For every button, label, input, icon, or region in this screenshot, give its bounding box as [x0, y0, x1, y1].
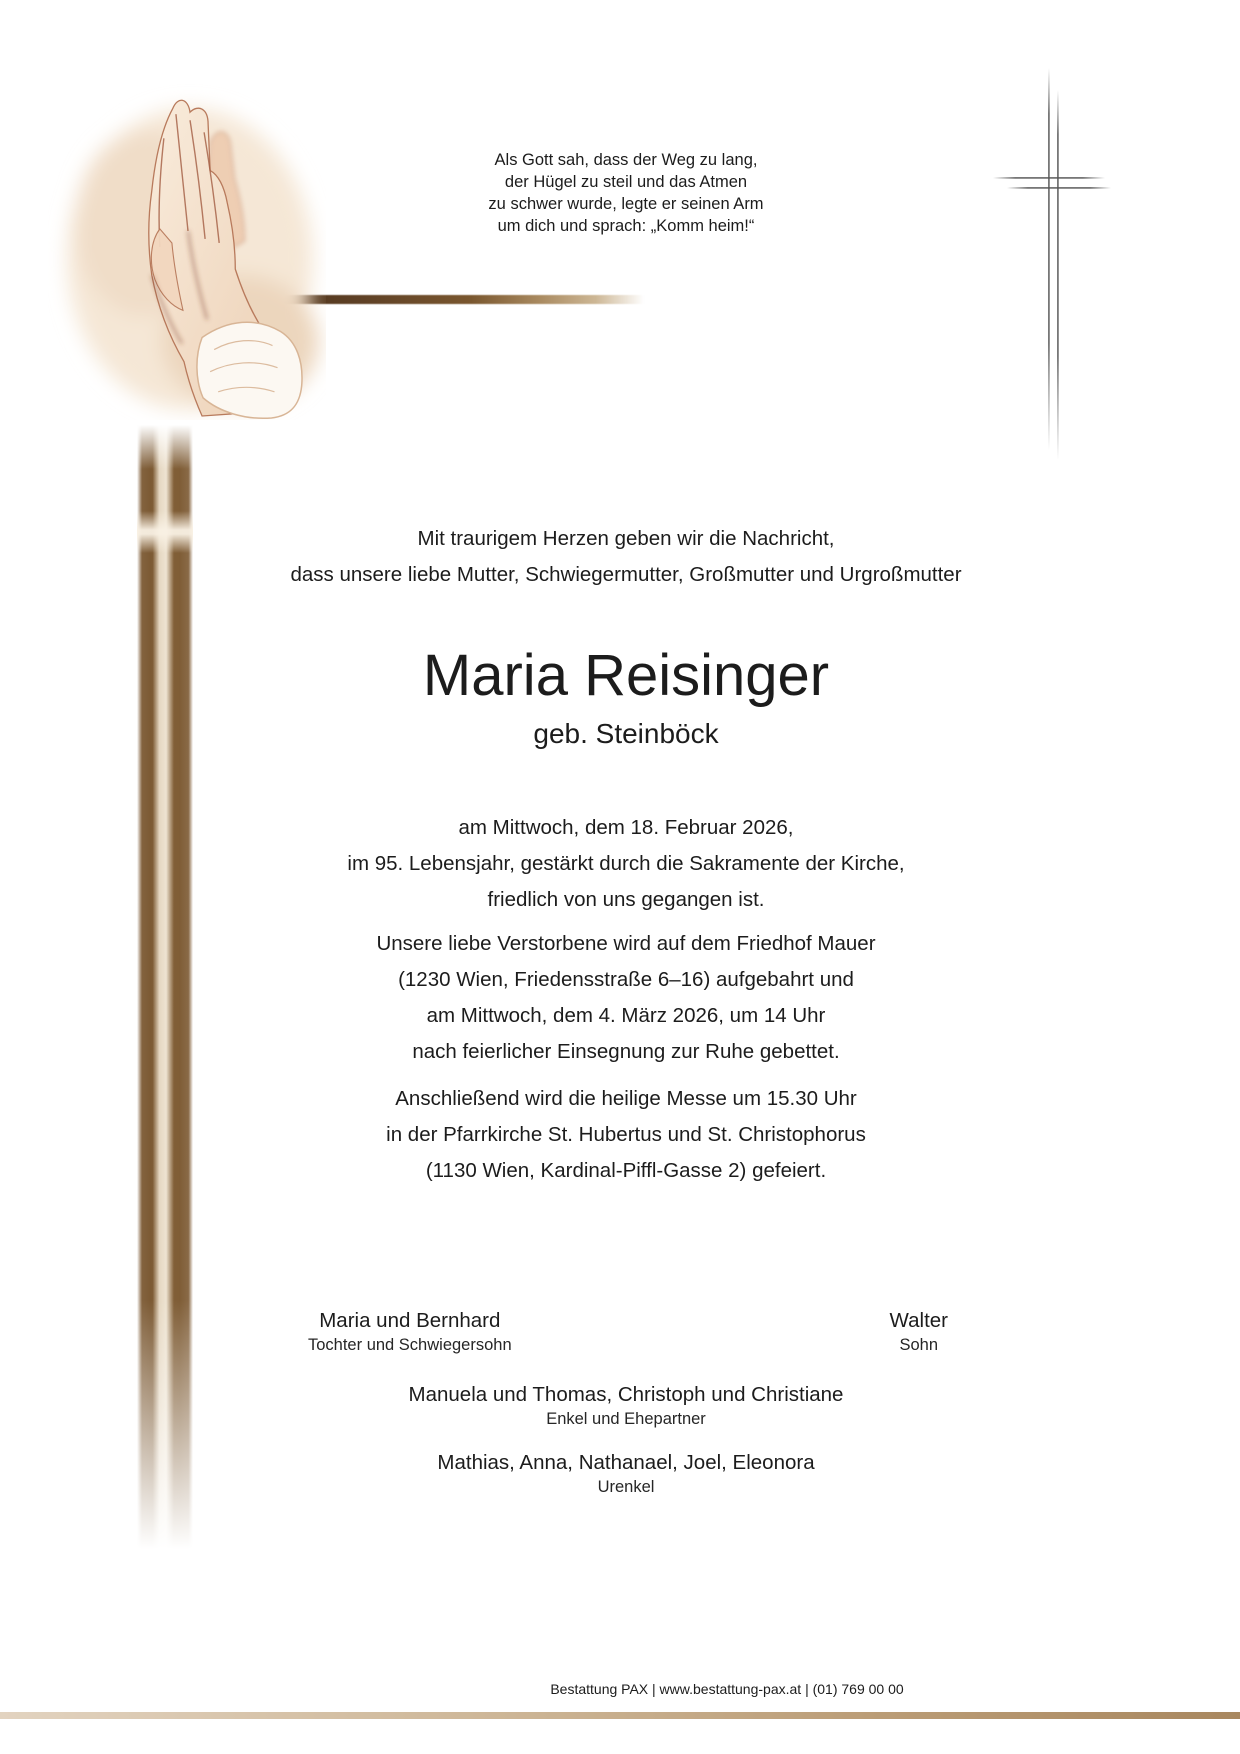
vertical-cross-bar	[137, 423, 193, 1565]
mourner-daughter	[308, 1308, 512, 1356]
mass-notice	[386, 1081, 866, 1189]
announcement	[290, 521, 961, 593]
mourners-row-1	[308, 1308, 948, 1356]
mourner-son	[890, 1308, 948, 1356]
mourner-relation: Sohn	[899, 1336, 939, 1354]
mourner-names: Mathias, Anna, Nathanael, Joel, Eleonora	[437, 1451, 815, 1474]
deceased-name: Maria Reisinger	[422, 643, 830, 708]
verse-line: zu schwer wurde, legte er seinen Arm	[488, 195, 764, 213]
death-notice-line: friedlich von uns gegangen ist.	[487, 888, 765, 911]
verse-line: der Hügel zu steil und das Atmen	[504, 173, 748, 191]
vertical-cross-bar-fade-top	[137, 423, 193, 469]
funeral-home-contact: Bestattung PAX | www.bestattung-pax.at | (01) 769 00 00	[550, 1681, 904, 1697]
memorial-verse	[488, 149, 763, 237]
praying-hands-icon	[48, 78, 326, 420]
mourner-names: Maria und Bernhard	[319, 1309, 501, 1332]
mourner-names: Walter	[889, 1309, 948, 1332]
verse-line: Als Gott sah, dass der Weg zu lang,	[494, 151, 758, 169]
death-notice	[347, 810, 904, 918]
death-notice-line: im 95. Lebensjahr, gestärkt durch die Sakramente der Kirche,	[347, 852, 905, 875]
mass-notice-line: (1130 Wien, Kardinal-Piffl-Gasse 2) gefeiert.	[425, 1159, 827, 1182]
vertical-cross-bar-fade-bottom	[137, 1300, 193, 1565]
mourner-relation: Urenkel	[597, 1478, 655, 1496]
mourner-relation: Tochter und Schwiegersohn	[308, 1336, 512, 1354]
burial-notice	[376, 926, 875, 1070]
burial-notice-line: Unsere liebe Verstorbene wird auf dem Friedhof Mauer	[376, 932, 876, 955]
death-notice-line: am Mittwoch, dem 18. Februar 2026,	[458, 816, 794, 839]
cross-icon	[985, 60, 1125, 460]
verse-line: um dich und sprach: „Komm heim!“	[497, 217, 755, 235]
mass-notice-line: Anschließend wird die heilige Messe um 15.30 Uhr	[395, 1087, 857, 1110]
announcement-line: Mit traurigem Herzen geben wir die Nachricht,	[417, 527, 835, 550]
mourner-names: Manuela und Thomas, Christoph und Christiane	[408, 1383, 844, 1406]
mourner-great-grandchildren	[437, 1450, 814, 1498]
burial-notice-line: (1230 Wien, Friedensstraße 6–16) aufgebahrt und	[398, 968, 854, 991]
burial-notice-line: am Mittwoch, dem 4. März 2026, um 14 Uhr	[426, 1004, 826, 1027]
mass-notice-line: in der Pfarrkirche St. Hubertus und St. Christophorus	[386, 1123, 866, 1146]
deceased-maiden-name: geb. Steinböck	[533, 718, 719, 749]
footer-rule	[0, 1712, 1240, 1719]
announcement-line: dass unsere liebe Mutter, Schwiegermutter, Großmutter und Urgroßmutter	[290, 563, 962, 586]
mourner-relation: Enkel und Ehepartner	[546, 1410, 706, 1428]
burial-notice-line: nach feierlicher Einsegnung zur Ruhe gebettet.	[412, 1040, 840, 1063]
mourner-grandchildren	[409, 1382, 844, 1430]
vertical-cross-bar-crossband	[137, 511, 193, 553]
